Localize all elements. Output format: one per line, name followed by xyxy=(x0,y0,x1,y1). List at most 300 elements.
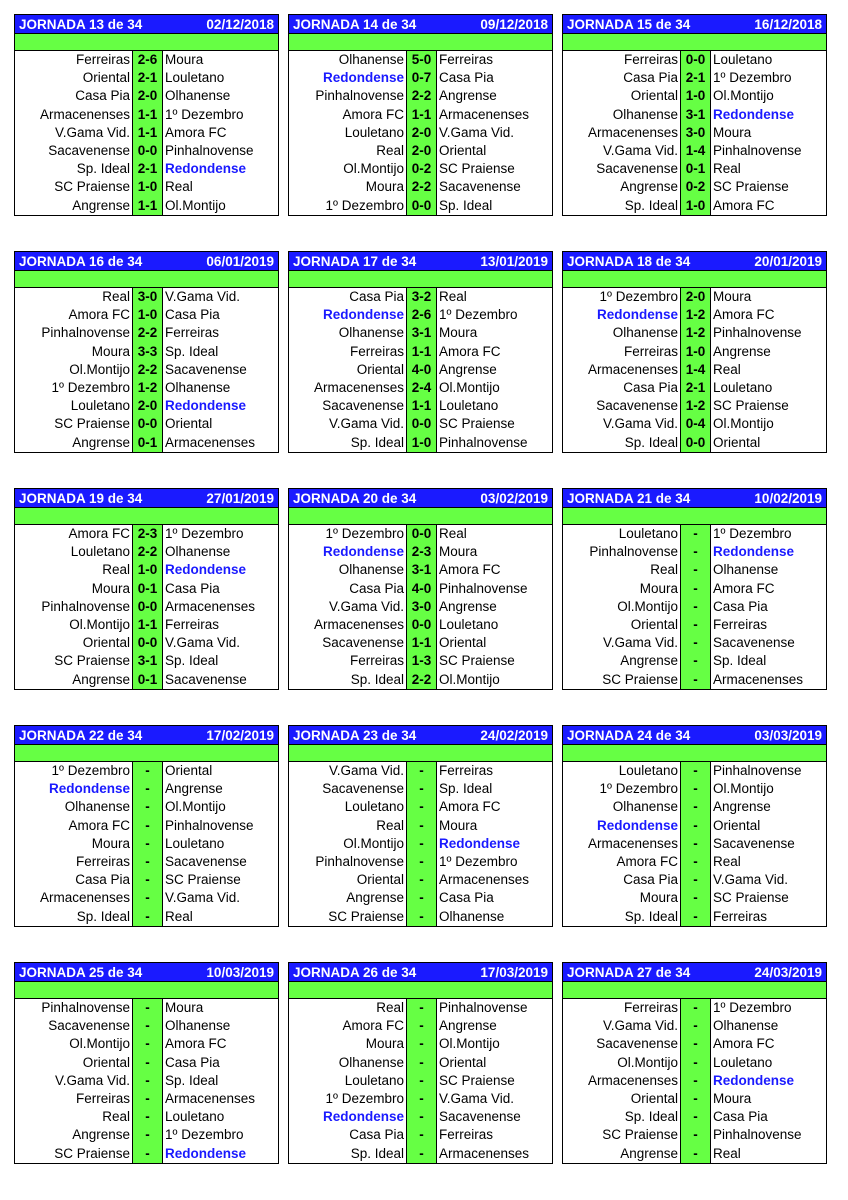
away-team: Armacenenses xyxy=(165,1090,256,1106)
match-score: - xyxy=(407,871,437,889)
away-team: Ferreiras xyxy=(439,763,494,778)
home-team: Armacenenses xyxy=(15,889,133,907)
away-team: Amora FC xyxy=(165,124,227,140)
home-team: Ferreiras xyxy=(15,853,133,871)
round-header xyxy=(289,252,552,271)
match-score: 1-0 xyxy=(681,197,711,215)
round-header xyxy=(563,963,826,982)
match-row xyxy=(289,397,552,415)
match-score: 0-0 xyxy=(407,616,437,634)
home-team: Moura xyxy=(563,889,681,907)
match-row xyxy=(563,324,826,342)
match-row xyxy=(563,908,826,926)
home-team: Real xyxy=(15,288,133,306)
match-row xyxy=(15,871,278,889)
home-team: Angrense xyxy=(15,671,133,689)
home-team: Casa Pia xyxy=(563,69,681,87)
match-row xyxy=(15,288,278,306)
away-team: Redondense xyxy=(165,161,247,177)
away-team: Ferreiras xyxy=(713,908,768,924)
match-score: 1-1 xyxy=(407,634,437,652)
away-team: Louletano xyxy=(713,379,773,395)
home-team: Redondense xyxy=(563,306,681,324)
match-row xyxy=(15,1035,278,1053)
match-score: 1-1 xyxy=(133,106,163,124)
match-score: 2-0 xyxy=(133,87,163,105)
home-team: 1º Dezembro xyxy=(289,1090,407,1108)
match-score: 2-2 xyxy=(133,324,163,342)
match-score: 0-4 xyxy=(681,415,711,433)
away-team: Redondense xyxy=(165,1145,247,1161)
away-team: Moura xyxy=(439,817,478,833)
round-subheader-bar xyxy=(563,982,826,999)
match-row xyxy=(563,999,826,1017)
round-block xyxy=(14,725,279,927)
match-score: 2-2 xyxy=(133,361,163,379)
round-date: 13/01/2019 xyxy=(480,253,548,269)
match-row xyxy=(289,835,552,853)
round-title: JORNADA 16 de 34 xyxy=(19,253,143,269)
away-team: Sp. Ideal xyxy=(165,1072,219,1088)
home-team: 1º Dezembro xyxy=(289,197,407,215)
match-score: - xyxy=(681,817,711,835)
away-team: Real xyxy=(713,361,741,377)
home-team: Ferreiras xyxy=(289,343,407,361)
match-row xyxy=(15,379,278,397)
away-team: SC Praiense xyxy=(439,653,515,669)
away-team: Moura xyxy=(713,1090,752,1106)
away-team: Louletano xyxy=(165,835,225,851)
match-row xyxy=(563,671,826,689)
home-team: Real xyxy=(289,999,407,1017)
round-header xyxy=(289,726,552,745)
match-row xyxy=(289,69,552,87)
match-row xyxy=(15,580,278,598)
away-team: Ol.Montijo xyxy=(439,1036,500,1052)
round-header xyxy=(563,15,826,34)
away-team: Casa Pia xyxy=(165,307,220,323)
away-team: Pinhalnovense xyxy=(165,817,254,833)
match-row xyxy=(289,361,552,379)
home-team: Armacenenses xyxy=(563,835,681,853)
match-score: 1-0 xyxy=(407,434,437,452)
match-score: - xyxy=(681,889,711,907)
away-team: Angrense xyxy=(439,598,497,614)
match-row xyxy=(15,106,278,124)
away-team: Angrense xyxy=(439,1018,497,1034)
round-date: 10/03/2019 xyxy=(206,964,274,980)
away-team: Sacavenense xyxy=(165,361,247,377)
match-score: - xyxy=(681,1054,711,1072)
match-score: 3-1 xyxy=(407,324,437,342)
away-team: Redondense xyxy=(165,562,247,578)
match-score: - xyxy=(681,762,711,780)
match-score: 2-0 xyxy=(681,288,711,306)
round-date: 09/12/2018 xyxy=(480,16,548,32)
match-row xyxy=(15,160,278,178)
match-row xyxy=(563,361,826,379)
home-team: SC Praiense xyxy=(15,1145,133,1163)
away-team: V.Gama Vid. xyxy=(165,890,241,906)
home-team: 1º Dezembro xyxy=(289,525,407,543)
away-team: Olhanense xyxy=(165,544,231,560)
round-subheader-bar xyxy=(15,271,278,288)
match-score: - xyxy=(133,762,163,780)
match-score: 0-1 xyxy=(133,671,163,689)
match-score: 0-0 xyxy=(133,598,163,616)
match-row xyxy=(15,652,278,670)
away-team: Casa Pia xyxy=(439,890,494,906)
match-row xyxy=(289,671,552,689)
round-title: JORNADA 15 de 34 xyxy=(567,16,691,32)
home-team: Oriental xyxy=(289,361,407,379)
match-score: - xyxy=(133,1108,163,1126)
away-team: Armacenenses xyxy=(439,106,530,122)
match-row xyxy=(563,598,826,616)
match-row xyxy=(289,798,552,816)
match-score: 2-2 xyxy=(133,543,163,561)
match-row xyxy=(289,197,552,215)
match-score: - xyxy=(407,1145,437,1163)
away-team: Amora FC xyxy=(713,580,775,596)
match-row xyxy=(289,1108,552,1126)
match-row xyxy=(15,397,278,415)
away-team: Olhanense xyxy=(439,908,505,924)
match-row xyxy=(289,142,552,160)
match-score: - xyxy=(133,1072,163,1090)
home-team: Amora FC xyxy=(563,853,681,871)
home-team: V.Gama Vid. xyxy=(563,142,681,160)
away-team: Amora FC xyxy=(165,1036,227,1052)
match-row xyxy=(15,598,278,616)
away-team: Amora FC xyxy=(713,197,775,213)
away-team: V.Gama Vid. xyxy=(439,124,515,140)
match-score: - xyxy=(133,798,163,816)
away-team: Pinhalnovense xyxy=(165,142,254,158)
match-row xyxy=(15,634,278,652)
home-team: Redondense xyxy=(289,1108,407,1126)
match-score: - xyxy=(681,561,711,579)
home-team: SC Praiense xyxy=(563,671,681,689)
match-row xyxy=(563,306,826,324)
away-team: 1º Dezembro xyxy=(713,70,792,86)
round-subheader-bar xyxy=(15,34,278,51)
match-row xyxy=(563,616,826,634)
away-team: Louletano xyxy=(713,52,773,67)
match-score: - xyxy=(407,817,437,835)
home-team: SC Praiense xyxy=(15,415,133,433)
away-team: Moura xyxy=(165,1000,204,1015)
home-team: Oriental xyxy=(15,69,133,87)
match-score: - xyxy=(681,798,711,816)
match-score: - xyxy=(133,1035,163,1053)
match-score: - xyxy=(681,835,711,853)
round-subheader-bar xyxy=(15,745,278,762)
match-row xyxy=(563,124,826,142)
match-score: - xyxy=(133,817,163,835)
match-row xyxy=(563,397,826,415)
home-team: 1º Dezembro xyxy=(563,288,681,306)
home-team: Louletano xyxy=(289,798,407,816)
round-date: 03/03/2019 xyxy=(754,727,822,743)
away-team: Oriental xyxy=(439,635,487,651)
away-team: SC Praiense xyxy=(713,890,789,906)
home-team: Pinhalnovense xyxy=(289,853,407,871)
match-row xyxy=(289,306,552,324)
away-team: Amora FC xyxy=(439,343,501,359)
home-team: Sp. Ideal xyxy=(289,434,407,452)
match-row xyxy=(289,324,552,342)
match-score: - xyxy=(681,999,711,1017)
away-team: Angrense xyxy=(439,361,497,377)
away-team: 1º Dezembro xyxy=(713,526,792,541)
home-team: Sp. Ideal xyxy=(289,1145,407,1163)
home-team: Louletano xyxy=(15,543,133,561)
home-team: Pinhalnovense xyxy=(15,999,133,1017)
home-team: Amora FC xyxy=(289,106,407,124)
match-row xyxy=(563,1017,826,1035)
match-row xyxy=(15,1072,278,1090)
home-team: Armacenenses xyxy=(563,124,681,142)
round-subheader-bar xyxy=(15,508,278,525)
away-team: Oriental xyxy=(439,1054,487,1070)
match-score: 2-1 xyxy=(681,379,711,397)
home-team: Ol.Montijo xyxy=(563,598,681,616)
away-team: Angrense xyxy=(439,88,497,104)
round-block xyxy=(14,251,279,453)
match-score: 1-0 xyxy=(133,178,163,196)
away-team: 1º Dezembro xyxy=(439,853,518,869)
away-team: Sp. Ideal xyxy=(439,781,493,797)
match-row xyxy=(15,671,278,689)
round-header xyxy=(563,726,826,745)
home-team: Sacavenense xyxy=(289,780,407,798)
match-row xyxy=(15,1090,278,1108)
away-team: Ol.Montijo xyxy=(439,671,500,687)
match-score: 1-1 xyxy=(407,106,437,124)
match-row xyxy=(563,69,826,87)
match-score: - xyxy=(407,780,437,798)
match-score: 2-3 xyxy=(407,543,437,561)
home-team: Ol.Montijo xyxy=(289,160,407,178)
away-team: Ol.Montijo xyxy=(713,416,774,432)
away-team: Casa Pia xyxy=(439,70,494,86)
away-team: Pinhalnovense xyxy=(439,1000,528,1015)
away-team: Casa Pia xyxy=(165,1054,220,1070)
home-team: Redondense xyxy=(289,69,407,87)
match-row xyxy=(15,343,278,361)
away-team: V.Gama Vid. xyxy=(165,635,241,651)
home-team: Casa Pia xyxy=(289,580,407,598)
away-team: 1º Dezembro xyxy=(713,1000,792,1015)
match-row xyxy=(289,1054,552,1072)
round-title: JORNADA 20 de 34 xyxy=(293,490,417,506)
match-score: - xyxy=(407,999,437,1017)
match-score: 2-2 xyxy=(407,671,437,689)
round-date: 03/02/2019 xyxy=(480,490,548,506)
round-header xyxy=(563,252,826,271)
match-score: - xyxy=(407,908,437,926)
home-team: SC Praiense xyxy=(563,1126,681,1144)
away-team: Louletano xyxy=(165,70,225,86)
home-team: Casa Pia xyxy=(289,1126,407,1144)
away-team: Olhanense xyxy=(165,1018,231,1034)
away-team: 1º Dezembro xyxy=(165,106,244,122)
match-row xyxy=(563,178,826,196)
home-team: Redondense xyxy=(15,780,133,798)
home-team: Amora FC xyxy=(289,1017,407,1035)
home-team: Moura xyxy=(15,343,133,361)
match-row xyxy=(563,798,826,816)
match-row xyxy=(15,1126,278,1144)
match-score: - xyxy=(681,871,711,889)
match-score: - xyxy=(407,762,437,780)
match-row xyxy=(563,288,826,306)
away-team: Olhanense xyxy=(713,562,779,578)
match-score: 0-0 xyxy=(133,142,163,160)
match-score: - xyxy=(681,1108,711,1126)
home-team: Pinhalnovense xyxy=(15,598,133,616)
round-block xyxy=(288,251,553,453)
away-team: Angrense xyxy=(165,781,223,797)
away-team: Real xyxy=(713,853,741,869)
match-score: - xyxy=(681,1126,711,1144)
match-row xyxy=(563,762,826,780)
home-team: Sacavenense xyxy=(563,1035,681,1053)
match-row xyxy=(289,1017,552,1035)
home-team: Ferreiras xyxy=(563,343,681,361)
home-team: Pinhalnovense xyxy=(289,87,407,105)
away-team: Moura xyxy=(439,325,478,341)
match-score: 2-6 xyxy=(407,306,437,324)
away-team: Sacavenense xyxy=(165,853,247,869)
match-row xyxy=(563,343,826,361)
match-score: - xyxy=(407,1054,437,1072)
round-date: 02/12/2018 xyxy=(206,16,274,32)
match-row xyxy=(289,871,552,889)
away-team: Ferreiras xyxy=(439,1127,494,1143)
round-header xyxy=(289,489,552,508)
match-row xyxy=(563,780,826,798)
away-team: Real xyxy=(439,526,467,541)
match-row xyxy=(289,853,552,871)
home-team: Olhanense xyxy=(289,1054,407,1072)
match-row xyxy=(289,525,552,543)
away-team: V.Gama Vid. xyxy=(165,289,241,304)
home-team: Sacavenense xyxy=(15,1017,133,1035)
match-score: 1-2 xyxy=(681,324,711,342)
home-team: Casa Pia xyxy=(15,871,133,889)
match-score: 0-0 xyxy=(407,415,437,433)
round-block xyxy=(562,962,827,1164)
match-row xyxy=(563,434,826,452)
round-header xyxy=(289,15,552,34)
round-block xyxy=(288,14,553,216)
home-team: Louletano xyxy=(15,397,133,415)
match-row xyxy=(289,106,552,124)
away-team: Real xyxy=(165,179,193,195)
away-team: Sacavenense xyxy=(165,671,247,687)
match-score: 2-0 xyxy=(407,142,437,160)
round-block xyxy=(562,488,827,690)
match-row xyxy=(563,853,826,871)
home-team: Olhanense xyxy=(289,561,407,579)
home-team: Ol.Montijo xyxy=(15,1035,133,1053)
match-score: 3-0 xyxy=(407,598,437,616)
match-score: 2-6 xyxy=(133,51,163,69)
home-team: Moura xyxy=(289,1035,407,1053)
match-row xyxy=(289,652,552,670)
home-team: Moura xyxy=(15,580,133,598)
match-score: - xyxy=(133,780,163,798)
match-row xyxy=(15,178,278,196)
match-row xyxy=(15,616,278,634)
match-row xyxy=(563,197,826,215)
round-block xyxy=(562,251,827,453)
match-row xyxy=(563,835,826,853)
away-team: Pinhalnovense xyxy=(713,325,802,341)
match-row xyxy=(289,343,552,361)
match-score: 0-0 xyxy=(681,434,711,452)
match-score: - xyxy=(681,1072,711,1090)
away-team: Redondense xyxy=(713,544,795,560)
match-score: - xyxy=(681,652,711,670)
round-subheader-bar xyxy=(563,508,826,525)
match-score: 3-1 xyxy=(681,106,711,124)
match-row xyxy=(15,1108,278,1126)
away-team: Armacenenses xyxy=(439,1145,530,1161)
match-score: - xyxy=(407,1035,437,1053)
home-team: Moura xyxy=(15,835,133,853)
match-row xyxy=(15,69,278,87)
match-score: 0-7 xyxy=(407,69,437,87)
round-date: 16/12/2018 xyxy=(754,16,822,32)
match-score: - xyxy=(681,1145,711,1163)
match-score: 4-0 xyxy=(407,580,437,598)
home-team: Sp. Ideal xyxy=(15,160,133,178)
away-team: Ol.Montijo xyxy=(713,781,774,797)
away-team: Armacenenses xyxy=(713,671,804,687)
home-team: Casa Pia xyxy=(289,288,407,306)
home-team: Oriental xyxy=(563,87,681,105)
away-team: Angrense xyxy=(713,799,771,815)
match-score: 2-0 xyxy=(133,397,163,415)
match-score: 5-0 xyxy=(407,51,437,69)
round-title: JORNADA 26 de 34 xyxy=(293,964,417,980)
home-team: 1º Dezembro xyxy=(15,762,133,780)
match-row xyxy=(15,853,278,871)
match-score: 0-0 xyxy=(133,415,163,433)
home-team: Ol.Montijo xyxy=(15,361,133,379)
away-team: Sp. Ideal xyxy=(165,343,219,359)
round-header xyxy=(563,489,826,508)
round-date: 06/01/2019 xyxy=(206,253,274,269)
home-team: Ferreiras xyxy=(15,1090,133,1108)
match-score: 1-0 xyxy=(681,343,711,361)
home-team: Real xyxy=(289,817,407,835)
away-team: Louletano xyxy=(439,398,499,414)
home-team: Ol.Montijo xyxy=(15,616,133,634)
match-row xyxy=(289,817,552,835)
match-row xyxy=(563,1054,826,1072)
match-score: 2-1 xyxy=(133,69,163,87)
away-team: Oriental xyxy=(713,434,761,450)
round-subheader-bar xyxy=(289,982,552,999)
match-score: 1-0 xyxy=(133,306,163,324)
match-row xyxy=(563,652,826,670)
home-team: Olhanense xyxy=(563,106,681,124)
round-subheader-bar xyxy=(563,745,826,762)
